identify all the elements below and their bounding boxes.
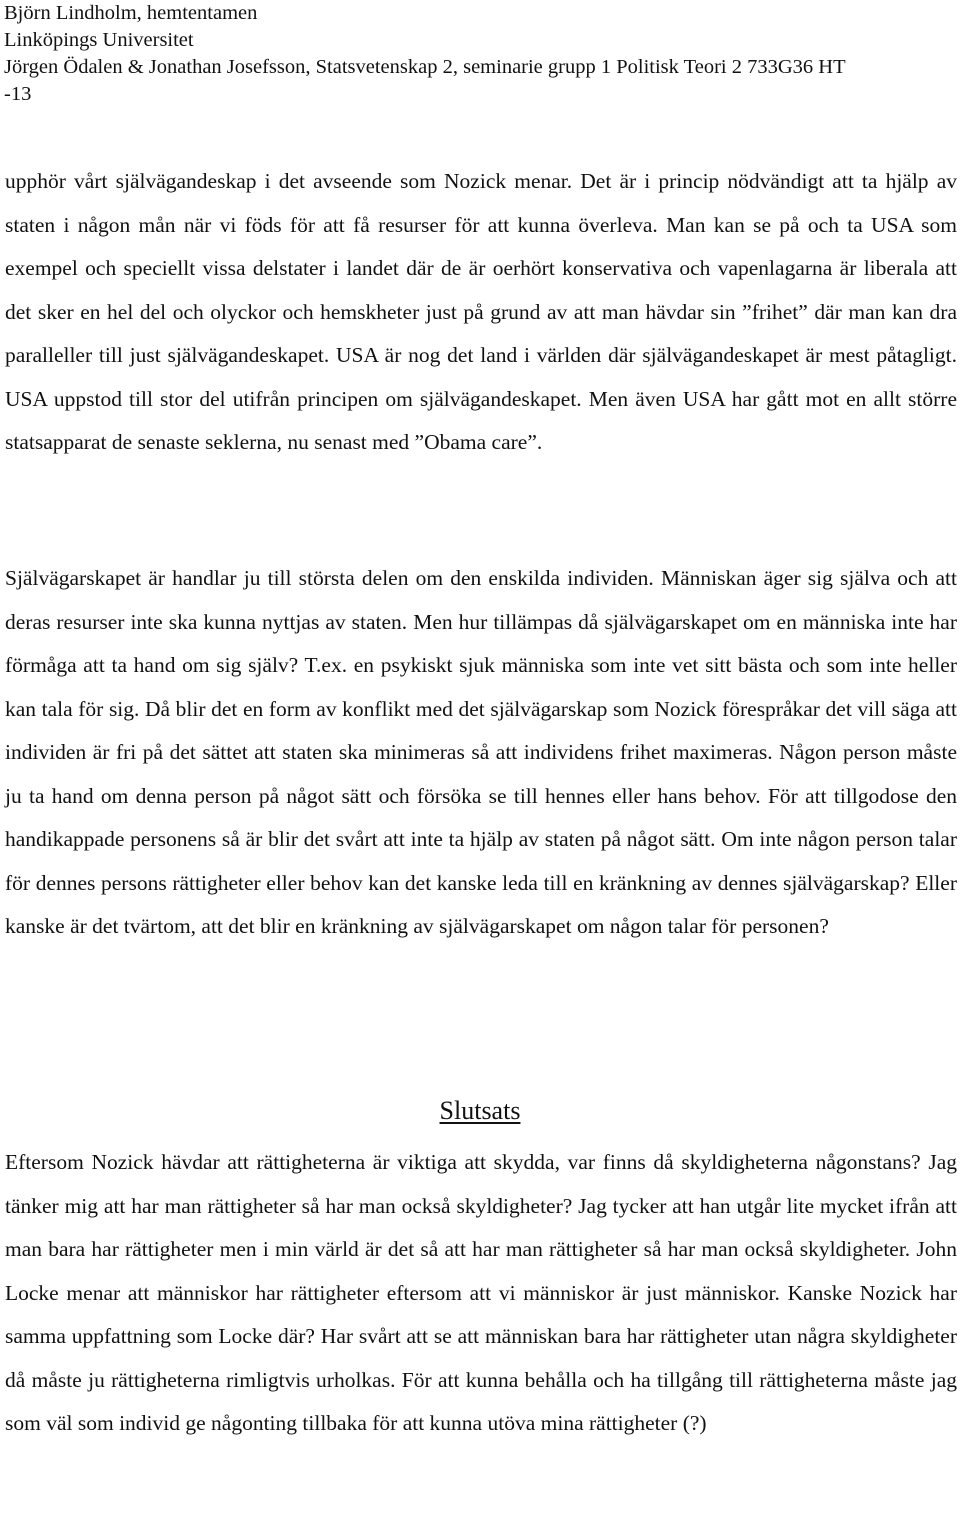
conclusion-paragraph: Eftersom Nozick hävdar att rättigheterna är viktiga att skydda, var finns då skyldigheterna någonstans? Jag tänker mig att har man rättigheter så har man också skyldigheter? Jag tycker att han utgår lite mycket ifrån att man bara har rättigheter men i min värld är det så att har man rättigheter så har man också skyldigheter. John Locke menar att människor har rättigheter eftersom att vi människor är just människor. Kanske Nozick har samma uppfattning som Locke där? Har svårt att se att människan bara har rättigheter utan några skyldigheter då måste ju rättigheterna rimligtvis urholkas. För att kunna behålla och ha tillgång till rättigheterna måste jag som väl som individ ge någonting tillbaka för att kunna utöva mina rättigheter (?) (5, 1150, 957, 1435)
body-paragraph-1: upphör vårt självägandeskap i det avseende som Nozick menar. Det är i princip nödvändigt att ta hjälp av staten i någon mån när vi föds för att få resurser för att kunna överleva. Man kan se på och ta USA som exempel och speciellt vissa delstater i landet där de är oerhört konservativa och vapenlagarna är liberala att det sker en hel del och olyckor och hemskheter just på grund av att man hävdar sin ”frihet” där man kan dra paralleller till just självägandeskapet. USA är nog det land i världen där självägandeskapet är mest påtagligt. USA uppstod till stor del utifrån principen om självägandeskapet. Men även USA har gått mot en allt större statsapparat de senaste seklerna, nu senast med ”Obama care”. (5, 169, 957, 454)
header-term-line: -13 (4, 83, 32, 105)
header-course-line: Jörgen Ödalen & Jonathan Josefsson, Statsvetenskap 2, seminarie grupp 1 Politisk Teori 2 733G36 HT (4, 56, 846, 78)
section-heading-slutsats: Slutsats (439, 1096, 521, 1125)
header-university-line: Linköpings Universitet (4, 29, 194, 51)
body-paragraph-2: Självägarskapet är handlar ju till största delen om den enskilda individen. Människan äger sig själva och att deras resurser inte ska kunna nyttjas av staten. Men hur tillämpas då självägarskapet om en människa inte har förmåga att ta hand om sig själv? T.ex. en psykiskt sjuk människa som inte vet sitt bästa och som inte heller kan tala för sig. Då blir det en form av konflikt med det självägarskap som Nozick förespråkar det vill säga att individen är fri på det sättet att staten ska minimeras så att individens frihet maximeras. Någon person måste ju ta hand om denna person på något sätt och försöka se till hennes eller hans behov. För att tillgodose den handikappade personens så är blir det svårt att inte ta hjälp av staten på något sätt. Om inte någon person talar för dennes persons rättigheter eller behov kan det kanske leda till en kränkning av dennes självägarskap? Eller kanske är det tvärtom, att det blir en kränkning av självägarskapet om någon talar för personen? (5, 566, 957, 938)
header-author-line: Björn Lindholm, hemtentamen (4, 2, 258, 24)
document-header (4, 0, 960, 108)
